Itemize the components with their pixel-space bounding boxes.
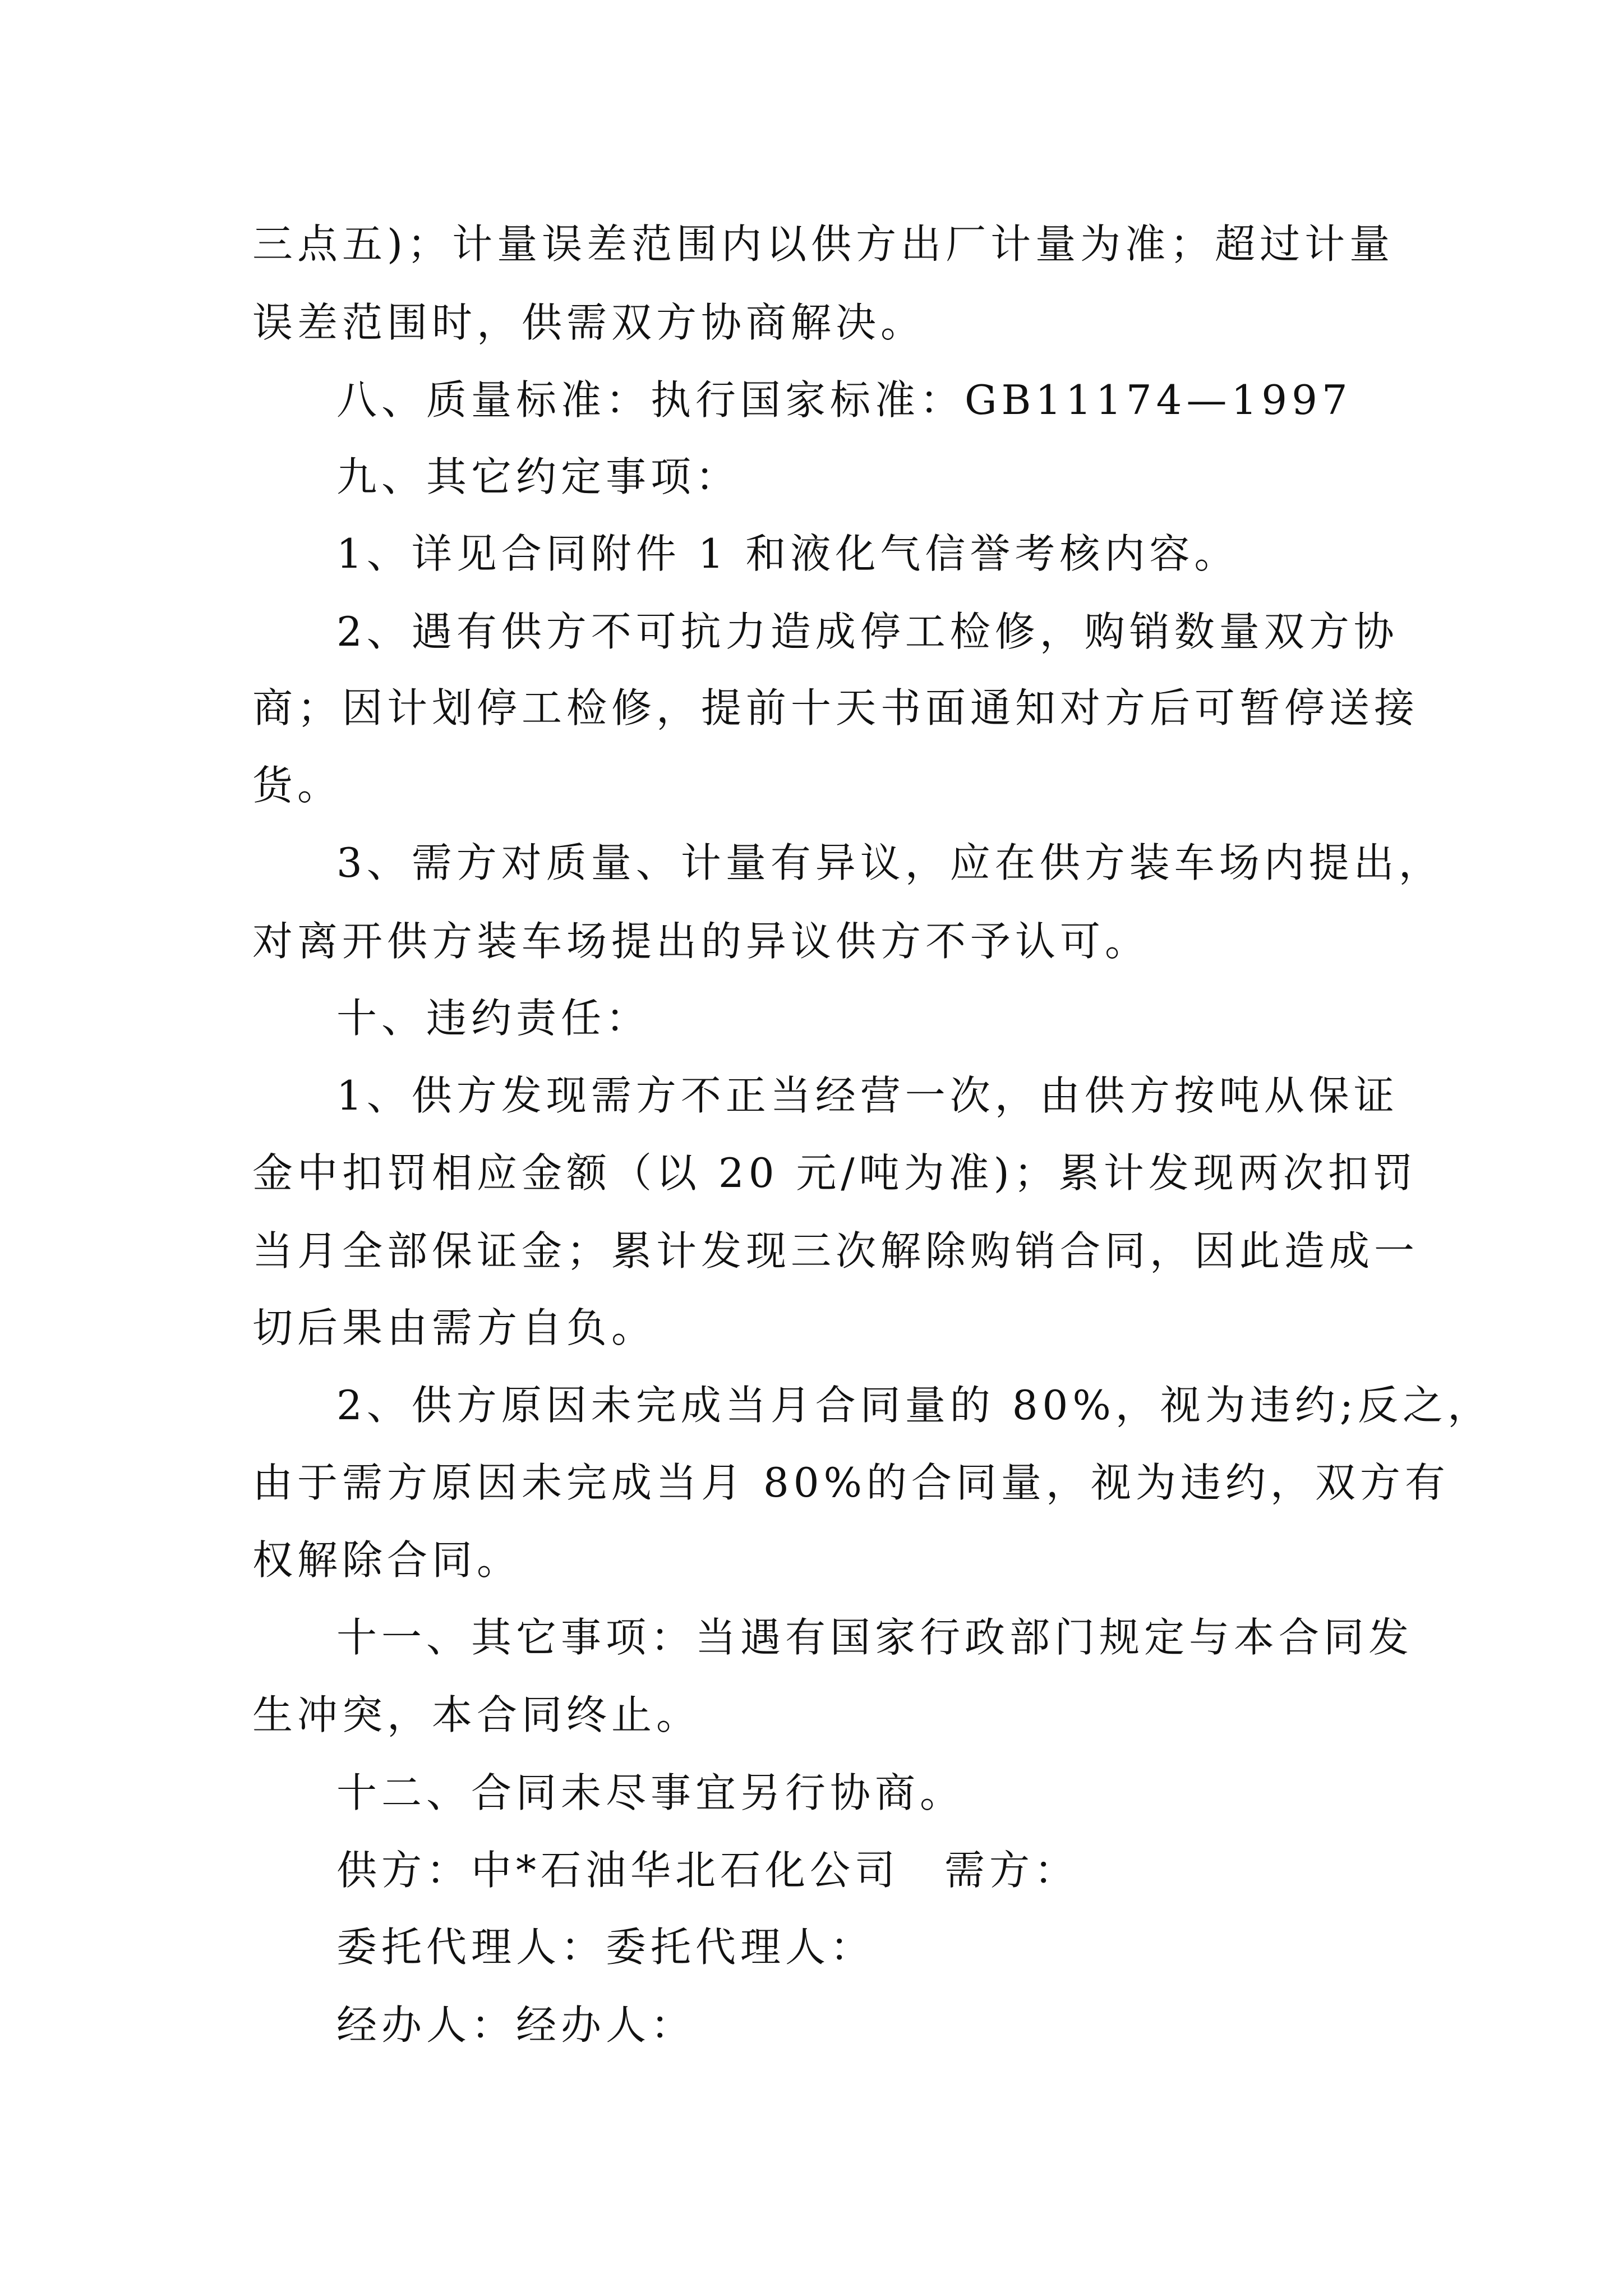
text-line-2: 误差范围时，供需双方协商解决。	[252, 299, 926, 346]
text-line-14: 当月全部保证金；累计发现三次解除购销合同，因此造成一	[252, 1227, 1419, 1274]
text-line-17: 由于需方原因未完成当月 80%的合同量，视为违约，双方有	[252, 1459, 1450, 1506]
text-line-4: 九、其它约定事项：	[336, 453, 741, 500]
text-line-18: 权解除合同。	[252, 1536, 522, 1584]
text-line-10: 对离开供方装车场提出的异议供方不予认可。	[252, 918, 1150, 965]
text-line-19: 十一、其它事项：当遇有国家行政部门规定与本合同发	[336, 1614, 1414, 1661]
text-line-7: 商；因计划停工检修，提前十天书面通知对方后可暂停送接	[252, 684, 1419, 731]
text-line-9: 3、需方对质量、计量有异议，应在供方装车场内提出，	[336, 839, 1444, 886]
text-line-15: 切后果由需方自负。	[252, 1304, 657, 1351]
text-line-22: 供方：中*石油华北石化公司 需方：	[336, 1847, 1080, 1894]
text-line-11: 十、违约责任：	[336, 995, 651, 1042]
text-line-20: 生冲突，本合同终止。	[252, 1691, 702, 1738]
text-line-21: 十二、合同未尽事宜另行协商。	[336, 1769, 965, 1816]
text-line-1: 三点五)；计量误差范围内以供方出厂计量为准；超过计量	[252, 220, 1395, 268]
text-line-5: 1、详见合同附件 1 和液化气信誉考核内容。	[336, 530, 1239, 577]
text-line-16: 2、供方原因未完成当月合同量的 80%，视为违约;反之，	[336, 1382, 1492, 1429]
text-line-8: 货。	[252, 762, 343, 809]
text-line-13: 金中扣罚相应金额（以 20 元/吨为准)；累计发现两次扣罚	[252, 1149, 1418, 1197]
text-line-24: 经办人：经办人：	[336, 2001, 696, 2049]
text-line-6: 2、遇有供方不可抗力造成停工检修，购销数量双方协	[336, 608, 1399, 655]
text-line-3: 八、质量标准：执行国家标准：GB11174—1997	[336, 376, 1352, 424]
text-line-23: 委托代理人：委托代理人：	[336, 1924, 875, 1971]
text-line-12: 1、供方发现需方不正当经营一次，由供方按吨从保证	[336, 1072, 1399, 1119]
